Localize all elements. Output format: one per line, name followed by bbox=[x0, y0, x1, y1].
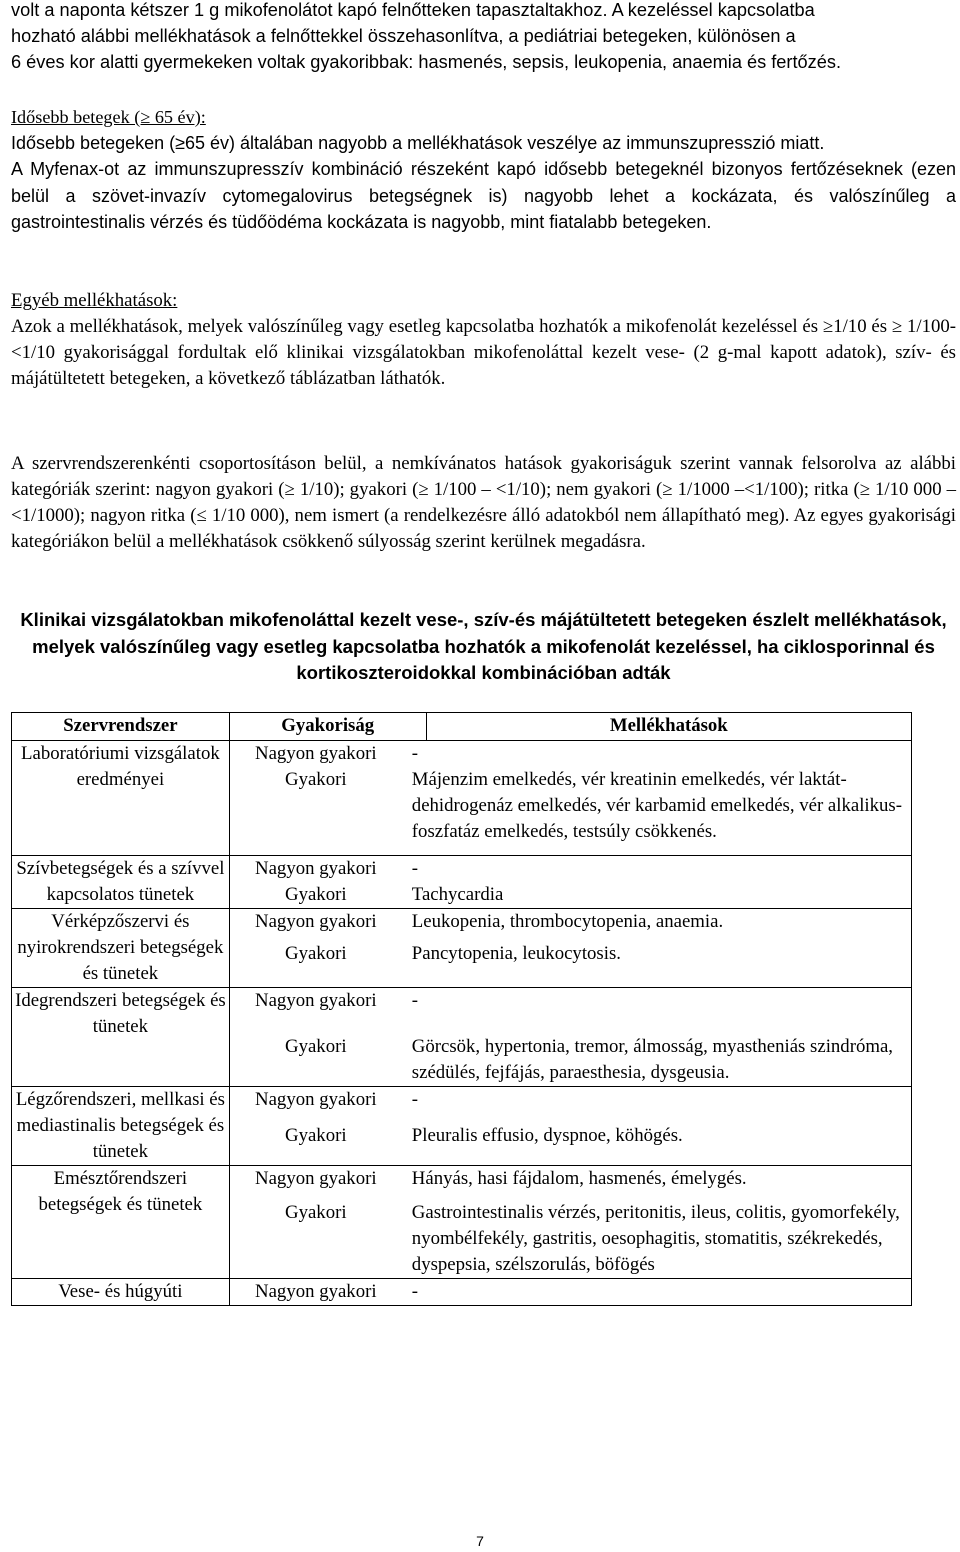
adverse-effects-text: Leukopenia, thrombocytopenia, anaemia. bbox=[411, 911, 724, 932]
adverse-effects-text: - bbox=[411, 1281, 419, 1302]
table-row bbox=[12, 909, 912, 988]
classification-section bbox=[11, 451, 956, 555]
table-row bbox=[12, 988, 912, 1087]
older-patients-section bbox=[11, 104, 956, 236]
frequency-label: Gyakori bbox=[285, 1036, 347, 1057]
adverse-effects-text: Gastrointestinalis vérzés, peritonitis, ileus, colitis, gyomorfekély, nyombélfekély, gastritis, oesophagitis, stomatitis, székrekedés, dyspepsia, szélszorulás, böfögés bbox=[411, 1202, 900, 1275]
other-effects-body: Azok a mellékhatások, melyek valószínűleg vagy esetleg kapcsolatba hozhatók a mikofenolát kezeléssel és ≥1/10 és ≥ 1/100-<1/10 gyakorisággal fordultak elő klinikai vizsgálatokban mikofenoláttal kezelt vese- (2 g-mal kapott adatok), szív- és májátültetett betegeken, a következő táblázatban láthatók. bbox=[11, 316, 956, 389]
frequency-label: Nagyon gyakori bbox=[255, 1281, 377, 1302]
other-effects-section bbox=[11, 288, 956, 392]
frequency-effects-cell bbox=[229, 856, 911, 909]
classification-body: A szervrendszerenkénti csoportosításon belül, a nemkívánatos hatások gyakoriságuk szerint vannak felsorolva az alábbi kategóriák szerint: nagyon gyakori (≥ 1/10); gyakori (≥ 1/100 – <1/10); nem gyakori (≥ 1/1000 –<1/100); ritka (≥ 1/10 000 –<1/1000); nagyon ritka (≤ 1/10 000), nem ismert (a rendelkezésre álló adatokból nem állapítható meg). Az egyes gyakorisági kategóriákon belül a mellékhatások csökkenő súlyosság szerint kerülnek megadásra. bbox=[11, 453, 956, 552]
table-row bbox=[12, 1166, 912, 1279]
frequency-effects-cell bbox=[229, 1087, 911, 1166]
adverse-effects-text: - bbox=[411, 858, 419, 879]
frequency-entry bbox=[230, 909, 911, 935]
header-organ-system: Szervrendszer bbox=[12, 713, 230, 741]
header-adverse-effects: Mellékhatások bbox=[426, 713, 911, 741]
organ-system-cell: Emésztőrendszeri betegségek és tünetek bbox=[12, 1166, 230, 1279]
frequency-effects-cell bbox=[229, 1166, 911, 1279]
adverse-effects-text: Hányás, hasi fájdalom, hasmenés, émelygés. bbox=[411, 1168, 747, 1189]
older-patients-heading: Idősebb betegek (≥ 65 év): bbox=[11, 107, 206, 127]
frequency-label: Gyakori bbox=[285, 769, 347, 790]
adverse-effects-text: - bbox=[411, 990, 419, 1011]
frequency-entry bbox=[230, 1087, 911, 1113]
intro-line: hozható alábbi mellékhatások a felnőttekkel összehasonlítva, a pediátriai betegeken, különösen a bbox=[11, 26, 796, 46]
frequency-label: Nagyon gyakori bbox=[255, 1168, 377, 1189]
intro-paragraph bbox=[11, 0, 956, 75]
other-effects-heading: Egyéb mellékhatások: bbox=[11, 290, 178, 311]
frequency-entry bbox=[230, 741, 911, 767]
frequency-label: Gyakori bbox=[285, 1125, 347, 1146]
page-number: 7 bbox=[476, 1533, 484, 1549]
intro-line: 6 éves kor alatti gyermekeken voltak gyakoribbak: hasmenés, sepsis, leukopenia, anaemia és fertőzés. bbox=[11, 52, 841, 72]
adverse-effects-text: Tachycardia bbox=[411, 884, 504, 905]
frequency-entry bbox=[230, 1279, 911, 1305]
adverse-effects-text: Pancytopenia, leukocytosis. bbox=[411, 943, 621, 964]
intro-line: volt a naponta kétszer 1 g mikofenolátot kapó felnőtteken tapasztaltakhoz. A kezeléssel kapcsolatba bbox=[11, 0, 815, 20]
organ-system-cell: Idegrendszeri betegségek és tünetek bbox=[12, 988, 230, 1087]
adverse-effects-text: - bbox=[411, 743, 419, 764]
adverse-effects-text: Pleuralis effusio, dyspnoe, köhögés. bbox=[411, 1125, 683, 1146]
frequency-label: Nagyon gyakori bbox=[255, 743, 377, 764]
frequency-effects-cell bbox=[229, 909, 911, 988]
table-header-row bbox=[12, 713, 912, 741]
table-row bbox=[12, 856, 912, 909]
frequency-label: Nagyon gyakori bbox=[255, 1089, 377, 1110]
frequency-effects-cell bbox=[229, 1279, 911, 1306]
frequency-entry bbox=[230, 1034, 911, 1086]
frequency-effects-cell bbox=[229, 741, 911, 856]
table-body bbox=[12, 741, 912, 1306]
frequency-entry bbox=[230, 856, 911, 882]
adverse-effects-text: Májenzim emelkedés, vér kreatinin emelkedés, vér laktát-dehidrogenáz emelkedés, vér karbamid emelkedés, vér alkalikus-foszfatáz emelkedés, testsúly csökkenés. bbox=[411, 769, 902, 842]
frequency-label: Nagyon gyakori bbox=[255, 911, 377, 932]
frequency-label: Gyakori bbox=[285, 943, 347, 964]
table-row bbox=[12, 1279, 912, 1306]
organ-system-cell: Légzőrendszeri, mellkasi és mediastinalis betegségek és tünetek bbox=[12, 1087, 230, 1166]
frequency-entry bbox=[230, 941, 911, 967]
table-row bbox=[12, 1087, 912, 1166]
organ-system-cell: Szívbetegségek és a szívvel kapcsolatos tünetek bbox=[12, 856, 230, 909]
frequency-entry bbox=[230, 988, 911, 1014]
frequency-effects-cell bbox=[229, 988, 911, 1087]
frequency-entry bbox=[230, 1200, 911, 1278]
frequency-label: Gyakori bbox=[285, 1202, 347, 1223]
adverse-effects-table bbox=[11, 712, 912, 1306]
organ-system-cell: Vese- és húgyúti bbox=[12, 1279, 230, 1306]
organ-system-cell: Laboratóriumi vizsgálatok eredményei bbox=[12, 741, 230, 856]
adverse-effects-text: Görcsök, hypertonia, tremor, álmosság, myastheniás szindróma, szédülés, fejfájás, paraesthesia, dysgeusia. bbox=[411, 1036, 893, 1083]
older-patients-first-line: Idősebb betegeken (≥65 év) általában nagyobb a mellékhatások veszélye az immunszupresszió miatt. bbox=[11, 133, 825, 153]
older-patients-body: A Myfenax-ot az immunszupresszív kombináció részeként kapó idősebb betegeknél bizonyos fertőzéseknek (ezen belül a szövet-invazív cytomegalovirus betegségnek is) nagyobb lehet a kockázata, és valószínűleg a gastrointestinalis vérzés és tüdőödéma kockázata is nagyobb, mint fiatalabb betegeken. bbox=[11, 159, 956, 232]
frequency-entry bbox=[230, 1123, 911, 1149]
frequency-entry bbox=[230, 882, 911, 908]
frequency-entry bbox=[230, 1166, 911, 1192]
adverse-effects-text: - bbox=[411, 1089, 419, 1110]
table-title: Klinikai vizsgálatokban mikofenoláttal kezelt vese-, szív-és májátültetett betegeken észlelt mellékhatások, melyek valószínűleg vagy esetleg kapcsolatba hozhatók a mikofenolát kezeléssel, ha ciklosporinnal és kortikoszteroidokkal kombinációban adták bbox=[20, 609, 947, 683]
frequency-label: Nagyon gyakori bbox=[255, 858, 377, 879]
table-row bbox=[12, 741, 912, 856]
header-frequency: Gyakoriság bbox=[229, 713, 426, 741]
frequency-label: Nagyon gyakori bbox=[255, 990, 377, 1011]
organ-system-cell: Vérképzőszervi és nyirokrendszeri betegségek és tünetek bbox=[12, 909, 230, 988]
frequency-label: Gyakori bbox=[285, 884, 347, 905]
frequency-entry bbox=[230, 767, 911, 845]
